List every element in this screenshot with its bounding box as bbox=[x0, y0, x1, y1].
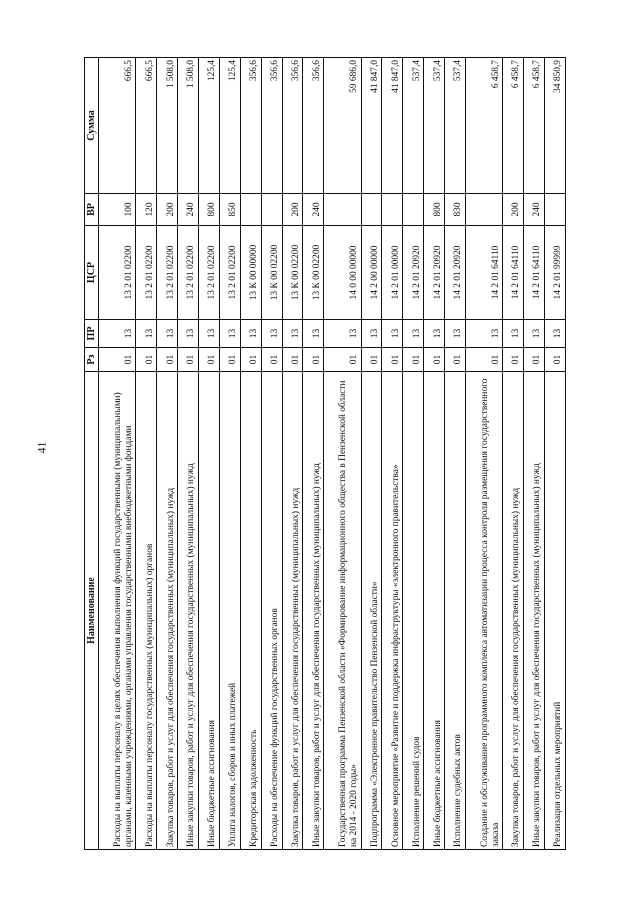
cell-rz: 01 bbox=[403, 348, 424, 372]
cell-pr: 13 bbox=[524, 320, 545, 348]
table-row bbox=[544, 58, 565, 850]
cell-pr: 13 bbox=[199, 320, 220, 348]
cell-name: Закупка товаров, работ и услуг для обеспечения государственных (муниципальных) нужд bbox=[503, 372, 524, 850]
cell-name: Иные бюджетные ассигнования bbox=[199, 372, 220, 850]
cell-sum: 41 847,0 bbox=[361, 58, 382, 194]
table-row bbox=[465, 58, 502, 850]
cell-name: Кредиторская задолженность bbox=[240, 372, 261, 850]
cell-csr: 13 К 00 02200 bbox=[303, 226, 324, 320]
cell-csr: 14 2 01 64110 bbox=[524, 226, 545, 320]
cell-csr: 13 2 01 02200 bbox=[219, 226, 240, 320]
cell-name: Подпрограмма «Электронное правительство Пензенской области» bbox=[361, 372, 382, 850]
cell-sum: 666,5 bbox=[99, 58, 136, 194]
table-row bbox=[382, 58, 403, 850]
cell-rz: 01 bbox=[240, 348, 261, 372]
cell-sum: 59 686,0 bbox=[324, 58, 361, 194]
cell-pr: 13 bbox=[99, 320, 136, 348]
header-name: Наименование bbox=[85, 372, 99, 850]
cell-sum: 125,4 bbox=[199, 58, 220, 194]
cell-rz: 01 bbox=[324, 348, 361, 372]
cell-vr: 240 bbox=[303, 194, 324, 226]
cell-csr: 14 2 01 20920 bbox=[445, 226, 466, 320]
table-row bbox=[240, 58, 261, 850]
table-row bbox=[136, 58, 157, 850]
table-row bbox=[524, 58, 545, 850]
cell-rz: 01 bbox=[424, 348, 445, 372]
cell-sum: 666,5 bbox=[136, 58, 157, 194]
cell-rz: 01 bbox=[303, 348, 324, 372]
cell-vr bbox=[261, 194, 282, 226]
cell-vr bbox=[403, 194, 424, 226]
table-row bbox=[324, 58, 361, 850]
cell-name: Уплата налогов, сборов и иных платежей bbox=[219, 372, 240, 850]
cell-pr: 13 bbox=[178, 320, 199, 348]
cell-pr: 13 bbox=[544, 320, 565, 348]
cell-sum: 125,4 bbox=[219, 58, 240, 194]
table-row bbox=[503, 58, 524, 850]
cell-name: Государственная программа Пензенской области «Формирование информационного общества в Пензенской области на 2014 - 2020 годы» bbox=[324, 372, 361, 850]
cell-pr: 13 bbox=[240, 320, 261, 348]
table-row bbox=[445, 58, 466, 850]
cell-csr: 14 2 00 00000 bbox=[361, 226, 382, 320]
table-header-row bbox=[85, 58, 99, 850]
cell-vr bbox=[544, 194, 565, 226]
cell-name: Исполнение судебных актов bbox=[445, 372, 466, 850]
table-row bbox=[403, 58, 424, 850]
cell-sum: 1 508,0 bbox=[178, 58, 199, 194]
cell-name: Иные закупки товаров, работ и услуг для обеспечения государственных (муниципальных) нужд bbox=[178, 372, 199, 850]
cell-name: Иные закупки товаров, работ и услуг для обеспечения государственных (муниципальных) нужд bbox=[524, 372, 545, 850]
cell-name: Основное мероприятие «Развитие и поддержка инфраструктуры «электронного правительства» bbox=[382, 372, 403, 850]
cell-csr: 13 К 00 02200 bbox=[261, 226, 282, 320]
table-row bbox=[282, 58, 303, 850]
cell-csr: 14 2 01 20920 bbox=[403, 226, 424, 320]
cell-name: Исполнение решений судов bbox=[403, 372, 424, 850]
cell-name: Расходы на выплаты персоналу в целях обеспечения выполнения функций государственными (муниципальными) органами, казенными учреждениями, органами управления государственными внебюджетными фондами bbox=[99, 372, 136, 850]
cell-name: Расходы на выплаты персоналу государственных (муниципальных) органов bbox=[136, 372, 157, 850]
cell-pr: 13 bbox=[382, 320, 403, 348]
table-row bbox=[361, 58, 382, 850]
cell-pr: 13 bbox=[324, 320, 361, 348]
cell-name: Реализация отдельных мероприятий bbox=[544, 372, 565, 850]
table-row bbox=[261, 58, 282, 850]
table-row bbox=[219, 58, 240, 850]
header-csr: ЦСР bbox=[85, 226, 99, 320]
budget-table bbox=[84, 57, 566, 850]
cell-vr: 240 bbox=[524, 194, 545, 226]
cell-csr: 14 2 01 64110 bbox=[503, 226, 524, 320]
cell-rz: 01 bbox=[465, 348, 502, 372]
cell-rz: 01 bbox=[282, 348, 303, 372]
cell-pr: 13 bbox=[261, 320, 282, 348]
cell-sum: 356,6 bbox=[303, 58, 324, 194]
cell-rz: 01 bbox=[445, 348, 466, 372]
cell-sum: 356,6 bbox=[261, 58, 282, 194]
cell-sum: 356,6 bbox=[240, 58, 261, 194]
cell-pr: 13 bbox=[445, 320, 466, 348]
table-row bbox=[178, 58, 199, 850]
table-row bbox=[99, 58, 136, 850]
cell-csr: 13 2 01 02200 bbox=[99, 226, 136, 320]
cell-name: Закупка товаров, работ и услуг для обеспечения государственных (муниципальных) нужд bbox=[282, 372, 303, 850]
cell-vr bbox=[361, 194, 382, 226]
cell-csr: 14 2 01 20920 bbox=[424, 226, 445, 320]
cell-rz: 01 bbox=[99, 348, 136, 372]
cell-pr: 13 bbox=[424, 320, 445, 348]
cell-vr: 800 bbox=[199, 194, 220, 226]
cell-sum: 356,6 bbox=[282, 58, 303, 194]
header-pr: ПР bbox=[85, 320, 99, 348]
cell-rz: 01 bbox=[361, 348, 382, 372]
cell-csr: 13 2 01 02200 bbox=[178, 226, 199, 320]
header-vr: ВР bbox=[85, 194, 99, 226]
cell-name: Иные закупки товаров, работ и услуг для обеспечения государственных (муниципальных) нужд bbox=[303, 372, 324, 850]
cell-rz: 01 bbox=[136, 348, 157, 372]
cell-pr: 13 bbox=[157, 320, 178, 348]
cell-sum: 34 850,9 bbox=[544, 58, 565, 194]
cell-rz: 01 bbox=[178, 348, 199, 372]
cell-sum: 537,4 bbox=[424, 58, 445, 194]
cell-vr bbox=[240, 194, 261, 226]
cell-sum: 1 508,0 bbox=[157, 58, 178, 194]
cell-vr: 120 bbox=[136, 194, 157, 226]
cell-rz: 01 bbox=[261, 348, 282, 372]
cell-rz: 01 bbox=[544, 348, 565, 372]
cell-csr: 14 2 01 99999 bbox=[544, 226, 565, 320]
cell-vr bbox=[465, 194, 502, 226]
cell-vr: 800 bbox=[424, 194, 445, 226]
cell-csr: 13 2 01 02200 bbox=[136, 226, 157, 320]
cell-rz: 01 bbox=[524, 348, 545, 372]
cell-vr: 200 bbox=[157, 194, 178, 226]
cell-pr: 13 bbox=[465, 320, 502, 348]
cell-rz: 01 bbox=[219, 348, 240, 372]
cell-pr: 13 bbox=[219, 320, 240, 348]
cell-sum: 537,4 bbox=[403, 58, 424, 194]
cell-csr: 13 К 00 00000 bbox=[240, 226, 261, 320]
cell-pr: 13 bbox=[361, 320, 382, 348]
cell-vr: 240 bbox=[178, 194, 199, 226]
cell-pr: 13 bbox=[403, 320, 424, 348]
cell-pr: 13 bbox=[136, 320, 157, 348]
cell-sum: 537,4 bbox=[445, 58, 466, 194]
cell-rz: 01 bbox=[382, 348, 403, 372]
header-sum: Сумма bbox=[85, 58, 99, 194]
rotated-table-container bbox=[84, 58, 566, 850]
cell-vr: 200 bbox=[282, 194, 303, 226]
cell-sum: 6 458,7 bbox=[465, 58, 502, 194]
cell-sum: 41 847,0 bbox=[382, 58, 403, 194]
cell-rz: 01 bbox=[199, 348, 220, 372]
cell-rz: 01 bbox=[503, 348, 524, 372]
cell-csr: 14 2 01 64110 bbox=[465, 226, 502, 320]
cell-sum: 6 458,7 bbox=[503, 58, 524, 194]
cell-rz: 01 bbox=[157, 348, 178, 372]
table-row bbox=[199, 58, 220, 850]
cell-vr: 100 bbox=[99, 194, 136, 226]
cell-pr: 13 bbox=[303, 320, 324, 348]
cell-vr bbox=[382, 194, 403, 226]
table-row bbox=[157, 58, 178, 850]
cell-csr: 13 2 01 02200 bbox=[157, 226, 178, 320]
cell-csr: 14 0 00 00000 bbox=[324, 226, 361, 320]
cell-vr: 830 bbox=[445, 194, 466, 226]
cell-name: Расходы на обеспечение функций государственных органов bbox=[261, 372, 282, 850]
cell-sum: 6 458,7 bbox=[524, 58, 545, 194]
cell-vr: 200 bbox=[503, 194, 524, 226]
table-row bbox=[303, 58, 324, 850]
cell-name: Закупка товаров, работ и услуг для обеспечения государственных (муниципальных) нужд bbox=[157, 372, 178, 850]
cell-vr bbox=[324, 194, 361, 226]
table-row bbox=[424, 58, 445, 850]
cell-name: Создание и обслуживание программного комплекса автоматизации процесса контроля размещения государственного заказа bbox=[465, 372, 502, 850]
cell-csr: 13 К 00 02200 bbox=[282, 226, 303, 320]
cell-pr: 13 bbox=[282, 320, 303, 348]
cell-csr: 14 2 01 00000 bbox=[382, 226, 403, 320]
cell-vr: 850 bbox=[219, 194, 240, 226]
cell-pr: 13 bbox=[503, 320, 524, 348]
cell-name: Иные бюджетные ассигнования bbox=[424, 372, 445, 850]
header-rz: Рз bbox=[85, 348, 99, 372]
page-number: 41 bbox=[34, 441, 49, 454]
cell-csr: 13 2 01 02200 bbox=[199, 226, 220, 320]
